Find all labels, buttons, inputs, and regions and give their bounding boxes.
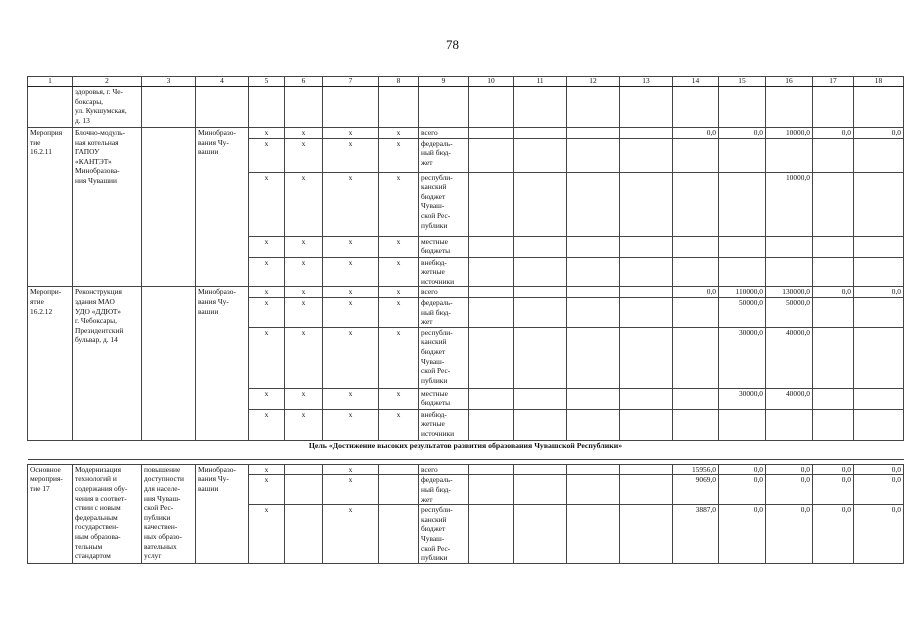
amount-cell: 0,0	[813, 128, 854, 139]
amount-cell: 50000,0	[766, 297, 813, 327]
code-cell: x	[285, 172, 323, 236]
table-cell	[514, 505, 567, 564]
code-cell: x	[379, 128, 419, 139]
table-cell	[285, 87, 323, 128]
code-cell: x	[249, 257, 285, 287]
table-cell	[620, 257, 673, 287]
code-cell: x	[285, 409, 323, 440]
goal-heading: Цель «Достижение высоких результатов развития образования Чувашской Республики»	[28, 440, 904, 459]
table-cell	[673, 87, 719, 128]
code-cell: x	[379, 138, 419, 172]
code-cell: x	[285, 388, 323, 409]
funding-source-cell: внебюд- жетные источники	[419, 257, 469, 287]
amount-cell: 0,0	[813, 464, 854, 475]
table-cell	[379, 87, 419, 128]
funding-source-cell: местные бюджеты	[419, 388, 469, 409]
funding-source-cell: республи- канский бюджет Чуваш- ской Рес- публики	[419, 172, 469, 236]
amount-cell	[673, 297, 719, 327]
goal-row	[28, 440, 904, 459]
code-cell	[285, 505, 323, 564]
amount-cell	[766, 236, 813, 257]
code-cell: x	[379, 327, 419, 388]
table-cell	[249, 87, 285, 128]
code-cell: x	[379, 287, 419, 298]
code-cell: x	[323, 505, 379, 564]
measure-name-cell: Блочно-модуль- ная котельная ГАПОУ «КАНТЭТ» Минобразова- ния Чувашии	[73, 128, 142, 287]
amount-cell: 30000,0	[719, 327, 766, 388]
table-cell	[323, 87, 379, 128]
table-cell	[28, 87, 73, 128]
amount-cell	[813, 409, 854, 440]
header-row	[28, 77, 904, 87]
amount-cell	[673, 172, 719, 236]
column-header: 15	[719, 77, 766, 87]
code-cell: x	[323, 128, 379, 139]
code-cell: x	[249, 475, 285, 505]
column-header: 1	[28, 77, 73, 87]
code-cell	[285, 475, 323, 505]
amount-cell	[813, 297, 854, 327]
funding-source-cell: федераль- ный бюд- жет	[419, 297, 469, 327]
code-cell: x	[323, 464, 379, 475]
amount-cell: 0,0	[766, 464, 813, 475]
budget-table	[27, 76, 904, 564]
funding-source-cell: всего	[419, 287, 469, 298]
measure-id-cell: Меропри- ятие 16.2.12	[28, 287, 73, 440]
table-cell	[620, 505, 673, 564]
goal-cell: повышение доступности для населе- ния Чуваш- ской Рес- публики качествен- ных образо- вательных услуг	[142, 464, 196, 563]
column-header: 16	[766, 77, 813, 87]
column-header: 18	[854, 77, 904, 87]
amount-cell: 0,0	[854, 128, 904, 139]
funding-source-cell: республи- канский бюджет Чуваш- ской Рес- публики	[419, 327, 469, 388]
table-cell	[567, 128, 620, 139]
code-cell: x	[379, 236, 419, 257]
amount-cell	[854, 138, 904, 172]
code-cell: x	[323, 297, 379, 327]
code-cell	[379, 505, 419, 564]
table-cell	[567, 464, 620, 475]
amount-cell: 10000,0	[766, 128, 813, 139]
code-cell: x	[249, 297, 285, 327]
measure-id-cell: Мероприя тие 16.2.11	[28, 128, 73, 287]
table-cell	[469, 327, 514, 388]
code-cell: x	[285, 257, 323, 287]
object-name-cell: здоровья, г. Че- боксары, ул. Кукшумская, д. 13	[73, 87, 142, 128]
column-header: 14	[673, 77, 719, 87]
column-header: 11	[514, 77, 567, 87]
table-cell	[514, 172, 567, 236]
table-cell	[469, 409, 514, 440]
table-cell	[514, 257, 567, 287]
amount-cell: 10000,0	[766, 172, 813, 236]
table-cell	[567, 87, 620, 128]
amount-cell: 0,0	[766, 475, 813, 505]
table-cell	[567, 257, 620, 287]
amount-cell	[719, 409, 766, 440]
amount-cell: 110000,0	[719, 287, 766, 298]
table-cell	[514, 138, 567, 172]
amount-cell: 0,0	[854, 475, 904, 505]
column-header: 4	[196, 77, 249, 87]
amount-cell	[673, 236, 719, 257]
table-cell	[567, 172, 620, 236]
amount-cell	[813, 257, 854, 287]
table-cell	[620, 138, 673, 172]
amount-cell: 30000,0	[719, 388, 766, 409]
goal-cell	[142, 287, 196, 440]
amount-cell: 0,0	[854, 464, 904, 475]
goal-cell	[142, 128, 196, 287]
table-row	[28, 464, 904, 475]
funding-source-cell: местные бюджеты	[419, 236, 469, 257]
column-header: 3	[142, 77, 196, 87]
code-cell: x	[285, 138, 323, 172]
table-cell	[514, 87, 567, 128]
code-cell	[379, 475, 419, 505]
amount-cell	[766, 257, 813, 287]
column-header: 10	[469, 77, 514, 87]
table-cell	[514, 128, 567, 139]
amount-cell	[673, 388, 719, 409]
table-cell	[142, 87, 196, 128]
code-cell: x	[323, 388, 379, 409]
table-cell	[620, 475, 673, 505]
code-cell: x	[285, 297, 323, 327]
code-cell: x	[249, 236, 285, 257]
column-header: 13	[620, 77, 673, 87]
table-cell	[469, 87, 514, 128]
table-cell	[813, 87, 854, 128]
table-cell	[567, 505, 620, 564]
code-cell	[285, 464, 323, 475]
amount-cell: 40000,0	[766, 388, 813, 409]
column-header: 7	[323, 77, 379, 87]
amount-cell: 0,0	[813, 287, 854, 298]
code-cell: x	[249, 464, 285, 475]
amount-cell: 0,0	[719, 128, 766, 139]
table-cell	[514, 287, 567, 298]
code-cell: x	[249, 138, 285, 172]
amount-cell: 0,0	[673, 128, 719, 139]
table-cell	[469, 464, 514, 475]
executor-cell: Минобразо- вания Чу- вашии	[196, 287, 249, 440]
amount-cell	[813, 327, 854, 388]
amount-cell	[766, 138, 813, 172]
column-header: 6	[285, 77, 323, 87]
code-cell: x	[323, 257, 379, 287]
table-row	[28, 87, 904, 128]
column-header: 5	[249, 77, 285, 87]
code-cell: x	[379, 297, 419, 327]
executor-cell: Минобразо- вания Чу- вашии	[196, 128, 249, 287]
funding-source-cell: всего	[419, 464, 469, 475]
table-cell	[514, 297, 567, 327]
table-cell	[620, 236, 673, 257]
table-cell	[469, 138, 514, 172]
amount-cell	[854, 297, 904, 327]
amount-cell: 0,0	[673, 287, 719, 298]
amount-cell	[854, 409, 904, 440]
amount-cell: 40000,0	[766, 327, 813, 388]
table-cell	[469, 388, 514, 409]
table-cell	[196, 87, 249, 128]
amount-cell	[854, 172, 904, 236]
code-cell: x	[249, 172, 285, 236]
code-cell: x	[323, 172, 379, 236]
table-cell	[620, 287, 673, 298]
table-cell	[620, 388, 673, 409]
amount-cell	[854, 257, 904, 287]
funding-source-cell: республи- канский бюджет Чуваш- ской Рес- публики	[419, 505, 469, 564]
table-cell	[514, 475, 567, 505]
code-cell: x	[249, 388, 285, 409]
amount-cell: 0,0	[719, 505, 766, 564]
table-cell	[567, 409, 620, 440]
amount-cell	[813, 236, 854, 257]
code-cell: x	[323, 475, 379, 505]
executor-cell: Минобразо- вания Чу- вашии	[196, 464, 249, 563]
table-cell	[567, 388, 620, 409]
table-cell	[514, 409, 567, 440]
table-cell	[469, 172, 514, 236]
amount-cell	[719, 236, 766, 257]
amount-cell	[854, 236, 904, 257]
code-cell: x	[285, 327, 323, 388]
table-cell	[620, 464, 673, 475]
amount-cell	[673, 257, 719, 287]
amount-cell: 0,0	[854, 287, 904, 298]
amount-cell	[813, 138, 854, 172]
table-cell	[854, 87, 904, 128]
amount-cell	[719, 172, 766, 236]
table-cell	[469, 475, 514, 505]
code-cell: x	[323, 287, 379, 298]
amount-cell: 0,0	[854, 505, 904, 564]
measure-id-cell: Основное мероприя- тие 17	[28, 464, 73, 563]
table-cell	[766, 87, 813, 128]
table-cell	[514, 464, 567, 475]
amount-cell	[719, 138, 766, 172]
code-cell: x	[379, 172, 419, 236]
code-cell: x	[323, 138, 379, 172]
amount-cell: 0,0	[813, 505, 854, 564]
table-cell	[719, 87, 766, 128]
amount-cell	[766, 409, 813, 440]
table-row	[28, 287, 904, 298]
code-cell: x	[323, 327, 379, 388]
funding-source-cell: федераль- ный бюд- жет	[419, 475, 469, 505]
column-header: 12	[567, 77, 620, 87]
table-cell	[620, 409, 673, 440]
column-header: 2	[73, 77, 142, 87]
amount-cell: 3887,0	[673, 505, 719, 564]
funding-source-cell: всего	[419, 128, 469, 139]
code-cell: x	[249, 409, 285, 440]
table-cell	[620, 128, 673, 139]
table-cell	[419, 87, 469, 128]
table-cell	[514, 327, 567, 388]
amount-cell	[719, 257, 766, 287]
page-number: 78	[446, 37, 459, 52]
table-cell	[469, 257, 514, 287]
amount-cell: 0,0	[719, 475, 766, 505]
code-cell: x	[249, 287, 285, 298]
table-cell	[469, 236, 514, 257]
table-cell	[469, 287, 514, 298]
table-cell	[469, 297, 514, 327]
code-cell: x	[285, 236, 323, 257]
amount-cell	[673, 138, 719, 172]
code-cell: x	[249, 505, 285, 564]
table-cell	[567, 475, 620, 505]
column-header: 17	[813, 77, 854, 87]
table-cell	[567, 297, 620, 327]
table-cell	[567, 138, 620, 172]
table-cell	[567, 236, 620, 257]
measure-name-cell: Модернизация технологий и содержания обу- чения в соответ- ствии с новым федеральным государствен- ным образова- тельным стандартом	[73, 464, 142, 563]
table-row	[28, 128, 904, 139]
amount-cell	[854, 388, 904, 409]
measure-name-cell: Реконструкция здания МАО УДО «ДДЮТ» г. Чебоксары, Президентский бульвар, д. 14	[73, 287, 142, 440]
amount-cell: 0,0	[719, 464, 766, 475]
code-cell: x	[285, 128, 323, 139]
code-cell: x	[379, 388, 419, 409]
code-cell: x	[379, 409, 419, 440]
amount-cell: 130000,0	[766, 287, 813, 298]
table-cell	[567, 327, 620, 388]
amount-cell	[813, 172, 854, 236]
table-cell	[567, 287, 620, 298]
funding-source-cell: внебюд- жетные источники	[419, 409, 469, 440]
table-cell	[620, 297, 673, 327]
column-header: 9	[419, 77, 469, 87]
code-cell: x	[379, 257, 419, 287]
amount-cell: 9069,0	[673, 475, 719, 505]
amount-cell	[673, 409, 719, 440]
amount-cell	[854, 327, 904, 388]
amount-cell: 0,0	[766, 505, 813, 564]
amount-cell: 15956,0	[673, 464, 719, 475]
code-cell: x	[249, 327, 285, 388]
table-cell	[620, 327, 673, 388]
code-cell: x	[249, 128, 285, 139]
amount-cell: 50000,0	[719, 297, 766, 327]
code-cell: x	[323, 236, 379, 257]
table-cell	[620, 172, 673, 236]
code-cell: x	[285, 287, 323, 298]
table-cell	[469, 505, 514, 564]
amount-cell	[813, 388, 854, 409]
amount-cell: 0,0	[813, 475, 854, 505]
funding-source-cell: федераль- ный бюд- жет	[419, 138, 469, 172]
table-cell	[620, 87, 673, 128]
amount-cell	[673, 327, 719, 388]
code-cell	[379, 464, 419, 475]
table-cell	[514, 236, 567, 257]
code-cell: x	[323, 409, 379, 440]
table-cell	[514, 388, 567, 409]
table-cell	[469, 128, 514, 139]
column-header: 8	[379, 77, 419, 87]
